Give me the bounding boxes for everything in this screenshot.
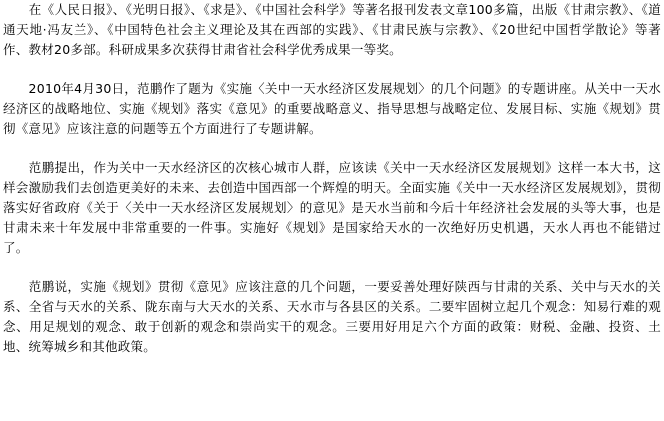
paragraph-fan-peng-issues: 范鹏说，实施《规划》贯彻《意见》应该注意的几个问题，一要妥善处理好陕西与甘肃的关系、关中与天水的关系、全省与天水的关系、陇东南与大天水的关系、天水市与各县区的关系。二要牢固树立起几个观念：知易行难的观念、用足规划的观念、敢于创新的观念和崇尚实干的观念。三要用好用足六个方面的政策：财税、金融、投资、土地、统筹城乡和其他政策。 [3, 279, 661, 354]
paragraph-author-publications: 在《人民日报》、《光明日报》、《求是》、《中国社会科学》等著名报刊发表文章100多篇，出版《甘肃宗教》、《道通天地·冯友兰》、《中国特色社会主义理论及其在西部的实践》、《甘肃民族与宗教》、《20世纪中国哲学散论》等著作、教材20多部。科研成果多次获得甘肃省社会科学优秀成果一等奖。 [3, 2, 661, 57]
paragraph-fan-peng-proposal: 范鹏提出，作为关中一天水经济区的次核心城市人群，应该读《关中一天水经济区发展规划》这样一本大书，这样会激励我们去创造更美好的未来、去创造中国西部一个辉煌的明天。全面实施《关中一天水经济区发展规划》，贯彻落实好省政府《关于〈关中一天水经济区发展规划〉的意见》是天水当前和今后十年经济社会发展的头等大事，也是甘肃未来十年发展中非常重要的一件事。实施好《规划》是国家给天水的一次绝好历史机遇，天水人再也不能错过了。 [3, 160, 661, 255]
paragraph-lecture-intro: 2010年4月30日，范鹏作了题为《实施〈关中一天水经济区发展规划〉的几个问题》的专题讲座。从关中一天水经济区的战略地位、实施《规划》落实《意见》的重要战略意义、指导思想与战略定位、发展目标、实施《规划》贯彻《意见》应该注意的问题等五个方面进行了专题讲解。 [3, 81, 661, 136]
